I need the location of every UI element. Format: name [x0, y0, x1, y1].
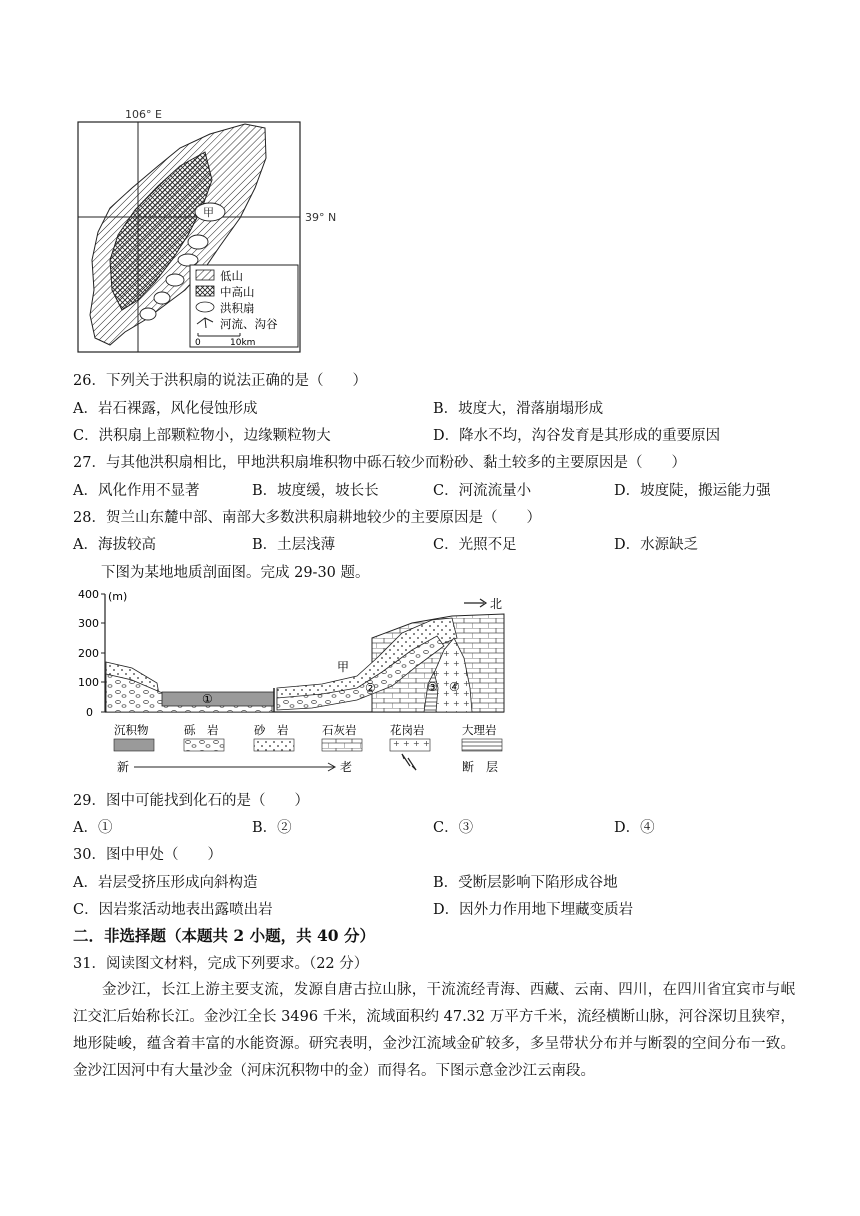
- legend-low-mountain: 低山: [220, 269, 243, 283]
- section-jia-label: 甲: [337, 660, 350, 674]
- y-unit: (m): [108, 590, 128, 603]
- y-tick-0: 0: [86, 706, 93, 719]
- q28-option-b[interactable]: B．土层浅薄: [252, 537, 336, 553]
- intro-29-30: 下图为某地地质剖面图。完成 29-30 题。: [101, 565, 370, 581]
- y-tick-100: 100: [78, 676, 99, 689]
- legend-alluvial-fan: 洪积扇: [220, 301, 255, 315]
- legend-marble: 大理岩: [462, 723, 497, 737]
- place-jia-label: 甲: [203, 206, 214, 219]
- q27-option-d[interactable]: D．坡度陡，搬运能力强: [614, 483, 771, 499]
- y-tick-200: 200: [78, 647, 99, 660]
- legend-sandstone: 砂 岩: [254, 723, 289, 737]
- q28-option-d[interactable]: D．水源缺乏: [614, 537, 699, 553]
- y-tick-400: 400: [78, 588, 99, 601]
- age-new-label: 新: [117, 760, 130, 774]
- marker-4: ④: [449, 680, 460, 694]
- legend-fault: 断 层: [462, 760, 499, 774]
- legend-river-gully: 河流、沟谷: [220, 317, 278, 331]
- marker-2: ②: [365, 681, 376, 695]
- geologic-section: [72, 588, 512, 782]
- marker-3: ③: [427, 680, 438, 694]
- legend-mid-high-mountain: 中高山: [220, 285, 255, 299]
- question-29-stem: 29．图中可能找到化石的是（ ）: [73, 793, 309, 809]
- legend-sediment: 沉积物: [114, 723, 149, 737]
- question-27-stem: 27．与其他洪积扇相比，甲地洪积扇堆积物中砾石较少而粉砂、黏土较多的主要原因是（ ）: [73, 455, 686, 471]
- part-2-title: 二．非选择题（本题共 2 小题，共 40 分）: [73, 926, 375, 945]
- legend-conglomerate: 砾 岩: [184, 723, 219, 737]
- q29-option-b[interactable]: B．②: [252, 820, 292, 836]
- question-26-stem: 26．下列关于洪积扇的说法正确的是（ ）: [73, 373, 367, 389]
- question-28-stem: 28．贺兰山东麓中部、南部大多数洪积扇耕地较少的主要原因是（ ）: [73, 510, 541, 526]
- question-30-stem: 30．图中甲处（ ）: [73, 847, 222, 863]
- q27-option-b[interactable]: B．坡度缓，坡长长: [252, 483, 379, 499]
- q26-option-d[interactable]: D．降水不均，沟谷发育是其形成的重要原因: [433, 428, 721, 444]
- q30-option-b[interactable]: B．受断层影响下陷形成谷地: [433, 875, 618, 891]
- lon-label: 106° E: [125, 108, 162, 121]
- q28-option-a[interactable]: A．海拔较高: [73, 537, 156, 553]
- legend-granite: 花岗岩: [390, 723, 425, 737]
- q27-option-a[interactable]: A．风化作用不显著: [73, 483, 200, 499]
- q26-option-a[interactable]: A．岩石裸露，风化侵蚀形成: [73, 401, 258, 417]
- q29-option-c[interactable]: C．③: [433, 820, 474, 836]
- question-31-stem: 31．阅读图文材料，完成下列要求。（22 分）: [73, 956, 369, 972]
- marker-1: ①: [202, 692, 213, 706]
- scale-distance: 10km: [230, 338, 256, 348]
- q29-option-a[interactable]: A．①: [73, 820, 113, 836]
- alluvial-fan-map: [70, 100, 370, 360]
- y-tick-300: 300: [78, 617, 99, 630]
- lat-label: 39° N: [305, 211, 337, 224]
- q26-option-c[interactable]: C．洪积扇上部颗粒物小，边缘颗粒物大: [73, 428, 331, 444]
- q30-option-a[interactable]: A．岩层受挤压形成向斜构造: [73, 875, 258, 891]
- north-label: 北: [490, 597, 503, 611]
- question-31-material: 金沙江，长江上游主要支流，发源自唐古拉山脉，干流流经青海、西藏、云南、四川，在四川省宜宾市与岷江交汇后始称长江。金沙江全长 3496 千米，流域面积约 47.32 万平方千米，流经横断山脉，河谷深切且狭窄，地形陡峻，蕴含着丰富的水能资源。研究表明，金沙江流域金矿较多，多呈带状分布并与断裂的空间分布一致。金沙江因河中有大量沙金（河床沉积物中的金）而得名。下图示意金沙江云南段。: [73, 982, 795, 1079]
- q26-option-b[interactable]: B．坡度大，滑落崩塌形成: [433, 401, 604, 417]
- q28-option-c[interactable]: C．光照不足: [433, 537, 517, 553]
- q29-option-d[interactable]: D．④: [614, 820, 655, 836]
- q27-option-c[interactable]: C．河流流量小: [433, 483, 532, 499]
- scale-zero: 0: [195, 338, 201, 348]
- age-old-label: 老: [340, 760, 353, 774]
- legend-limestone: 石灰岩: [322, 723, 357, 737]
- q30-option-d[interactable]: D．因外力作用地下埋藏变质岩: [433, 902, 634, 918]
- q30-option-c[interactable]: C．因岩浆活动地表出露喷出岩: [73, 902, 273, 918]
